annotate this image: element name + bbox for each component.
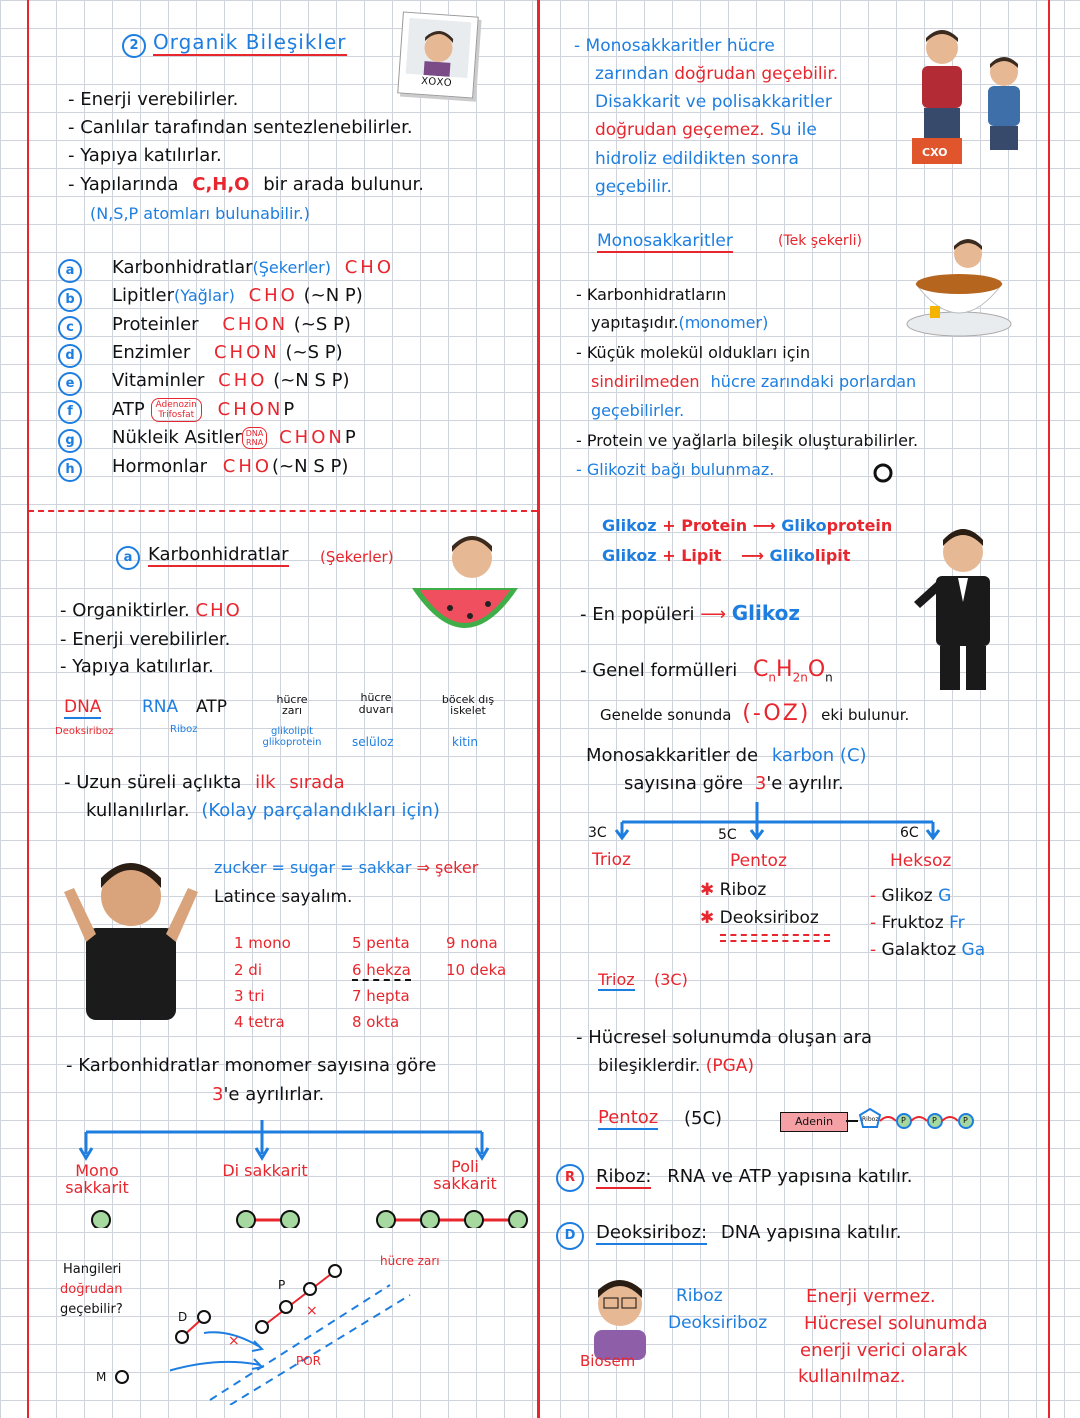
avatar-icon (406, 18, 472, 78)
intro-line: hidroliz edildikten sonra (595, 149, 799, 169)
type-poli: Poli sakkarit (433, 1157, 497, 1193)
frame-right (1048, 0, 1050, 1418)
latin-number: 10 deka (446, 961, 507, 979)
latin-number: 2 di (234, 961, 263, 979)
trioz-bullet-2: bileşiklerdir. (PGA) (598, 1056, 755, 1076)
latin-number: 6 hekza (352, 961, 411, 979)
table-cell: Deoksiriboz (55, 726, 114, 737)
bullet-elements: - Yapılarında C,H,O bir arada bulunur. (68, 174, 424, 195)
box-text: CXO (922, 146, 948, 159)
list-letter-h: h (58, 458, 82, 482)
mono-bullet-2b: sindirilmeden hücre zarındaki porlardan (591, 372, 917, 391)
atp-phosphate: P (932, 1116, 937, 1125)
section-a-badge: a (116, 546, 140, 570)
bullet-nsp-note: (N,S,P atomları bulunabilir.) (90, 204, 310, 223)
riboz-line: Riboz: RNA ve ATP yapısına katılır. (596, 1166, 913, 1187)
type-trioz: Trioz (592, 850, 631, 870)
atp-riboz: Riboz (862, 1116, 879, 1123)
table-cell: selüloz (352, 735, 394, 749)
list-letter-e: e (58, 372, 82, 396)
pentoz-item-riboz: ✱ Riboz (700, 880, 767, 900)
intro-line: doğrudan geçemez. Su ile (595, 120, 817, 140)
section-divider (28, 510, 537, 512)
section-a-title: Karbonhidratlar (148, 544, 289, 565)
latin-number: 4 tetra (234, 1013, 285, 1031)
frame-left (27, 0, 29, 1418)
glyco-row-1: Glikoz + Protein ⟶ Glikoprotein (602, 516, 893, 535)
mono-bullet-2c: geçebilirler. (591, 401, 685, 420)
intro-line: Disakkarit ve polisakkaritler (595, 92, 832, 112)
latin-number: 1 mono (234, 934, 291, 952)
por-label: POR (296, 1354, 322, 1368)
mono-bullet-1b: yapıtaşıdır.(monomer) (591, 313, 769, 332)
monomer-circle-icon (872, 462, 894, 484)
intro-line: zarından doğrudan geçebilir. (595, 64, 839, 84)
list-letter-f: f (58, 400, 82, 424)
pentoz-underline-2 (720, 940, 830, 942)
list-letter-d: d (58, 344, 82, 368)
biosem-avatar-icon (580, 1270, 660, 1360)
intro-line: - Monosakkaritler hücre (574, 36, 775, 56)
sugar-line: zucker = sugar = sakkar ⇒ şeker (214, 858, 479, 877)
m-label: M (96, 1370, 107, 1384)
polaroid-photo (397, 11, 479, 98)
c-count-6: 6C (900, 825, 919, 841)
mono-bullet-3: - Protein ve yağlarla bileşik oluşturabilirler. (576, 431, 919, 450)
list-letter-a: a (58, 259, 82, 283)
carb-bullet-1: - Organiktirler. CHO (60, 600, 242, 621)
heksoz-item: - Galaktoz Ga (870, 940, 986, 960)
table-head: ATP (196, 697, 227, 717)
trioz-title: Trioz (598, 970, 635, 989)
type-pentoz: Pentoz (730, 851, 787, 871)
pentoz-underline (720, 934, 830, 936)
c-count-3: 3C (588, 825, 607, 841)
carb-bullet-3: - Yapıya katılırlar. (60, 656, 214, 677)
list-item: Enzimler CHON (~S P) (112, 342, 343, 363)
final-right-3: enerji verici olarak (800, 1340, 968, 1361)
svg-text:×: × (306, 1303, 318, 1319)
final-left-1: Riboz (676, 1286, 723, 1306)
list-item: Nükleik Asitler DNA RNA CHONP (112, 427, 356, 448)
type-di: Di sakkarit (222, 1161, 308, 1180)
mono-bullet-2: - Küçük molekül oldukları için (576, 343, 811, 362)
latin-number: 7 hepta (352, 987, 410, 1005)
question-3: geçebilir? (60, 1302, 123, 1317)
pentoz-paren: (5C) (684, 1108, 723, 1129)
question-2: doğrudan (60, 1282, 123, 1297)
membrane-label: hücre zarı (380, 1254, 440, 1268)
carbon-line-1: Monosakkaritler de karbon (C) (586, 745, 867, 766)
trioz-paren: (3C) (654, 970, 688, 989)
atp-phosphate: P (963, 1116, 968, 1125)
table-cell: kitin (452, 735, 478, 749)
list-letter-c: c (58, 316, 82, 340)
c-count-5: 5C (718, 827, 737, 843)
list-letter-g: g (58, 429, 82, 453)
avatar-watermelon-icon (410, 528, 520, 638)
carb-bullet-2: - Enerji verebilirler. (60, 629, 231, 650)
mono-bullet-4: - Glikozit bağı bulunmaz. (576, 460, 775, 479)
latin-title: Latince sayalım. (214, 887, 353, 907)
mono-bullet-1: - Karbonhidratların (576, 285, 727, 304)
intro-line: geçebilir. (595, 177, 672, 197)
membrane-sketch (170, 1255, 500, 1405)
list-item: Lipitler(Yağlar) CHO (~N P) (112, 285, 363, 306)
table-cell: Riboz (170, 724, 198, 735)
section-number-badge: 2 (122, 34, 146, 58)
list-item: Karbonhidratlar(Şekerler) CHO (112, 257, 395, 278)
final-left-2: Deoksiriboz (668, 1313, 768, 1333)
atp-adenin: Adenin (780, 1112, 848, 1132)
d-badge: D (556, 1222, 584, 1250)
polaroid-caption: XOXO (420, 75, 453, 90)
section-title: Organik Bileşikler (153, 30, 347, 54)
r-badge: R (556, 1164, 584, 1192)
deoksiriboz-line: Deoksiriboz: DNA yapısına katılır. (596, 1222, 902, 1243)
heksoz-item: - Glikoz G (870, 886, 952, 906)
svg-text:×: × (228, 1333, 240, 1349)
bullet-energy: - Enerji verebilirler. (68, 89, 239, 110)
final-right-1: Enerji vermez. (806, 1286, 936, 1307)
pentoz-item-deoksiriboz: ✱ Deoksiriboz (700, 908, 819, 928)
carbon-line-2: sayısına göre 3'e ayrılır. (624, 773, 844, 794)
question-1: Hangileri (63, 1262, 122, 1277)
type-mono: Mono sakkarit (65, 1161, 129, 1197)
final-right-4: kullanılmaz. (798, 1366, 906, 1387)
latin-number: 9 nona (446, 934, 498, 952)
table-head: hücre duvarı (358, 691, 394, 716)
heksoz-item: - Fruktoz Fr (870, 913, 965, 933)
pentoz-title: Pentoz (598, 1107, 659, 1128)
table-head: böcek dış iskelet (441, 693, 495, 717)
section-a-paren: (Şekerler) (320, 548, 394, 566)
mono-paren: (Tek şekerli) (778, 233, 862, 249)
tuxedo-avatar-icon (908, 522, 1018, 692)
table-head: hücre zarı (276, 693, 308, 717)
hunger-line-2: kullanılırlar. (Kolay parçalandıkları için) (86, 800, 440, 821)
bullet-structure: - Yapıya katılırlar. (68, 145, 222, 166)
list-item: Vitaminler CHO (~N S P) (112, 370, 350, 391)
list-item: Proteinler CHON (~S P) (112, 314, 351, 335)
table-cell: glikolipit glikoprotein (262, 726, 322, 748)
ending-line: Genelde sonunda (-OZ) eki bulunur. (600, 701, 910, 726)
d-label: D (178, 1310, 188, 1324)
table-head: RNA (142, 697, 179, 717)
type-heksoz: Heksoz (890, 851, 952, 871)
m-circle-icon (114, 1369, 130, 1385)
teacher-photo-icon (56, 852, 206, 1020)
table-head: DNA (64, 697, 102, 717)
formula-line: - Genel formülleri $C_nH_{2n}O_n$ (580, 657, 833, 685)
hunger-line-1: - Uzun süreli açlıkta ilk sırada (64, 772, 345, 793)
list-item: Hormonlar CHO(~N S P) (112, 456, 349, 477)
glyco-row-2: Glikoz + Lipit ⟶ Glikolipit (602, 546, 851, 565)
final-right-2: Hücresel solunumda (804, 1313, 988, 1334)
list-letter-b: b (58, 288, 82, 312)
p-label: P (278, 1278, 286, 1292)
latin-number: 3 tri (234, 987, 265, 1005)
list-item: ATP Adenozin Trifosfat CHONP (112, 399, 295, 420)
latin-number: 8 okta (352, 1013, 400, 1031)
latin-number: 5 penta (352, 934, 410, 952)
mono-title: Monosakkaritler (597, 231, 733, 251)
split-line-1: - Karbonhidratlar monomer sayısına göre (66, 1055, 437, 1076)
atp-phosphate: P (901, 1116, 906, 1125)
popular-line: - En popüleri ⟶ Glikoz (580, 601, 801, 625)
bullet-synthesis: - Canlılar tarafından sentezlenebilirler. (68, 117, 413, 138)
frame-center-divider (537, 0, 540, 1418)
biosem-label: Biosem (580, 1352, 636, 1370)
trioz-bullet-1: - Hücresel solunumda oluşan ara (576, 1027, 873, 1048)
split-line-2: 3'e ayrılırlar. (212, 1084, 325, 1105)
teacup-avatar-icon (904, 232, 1014, 342)
